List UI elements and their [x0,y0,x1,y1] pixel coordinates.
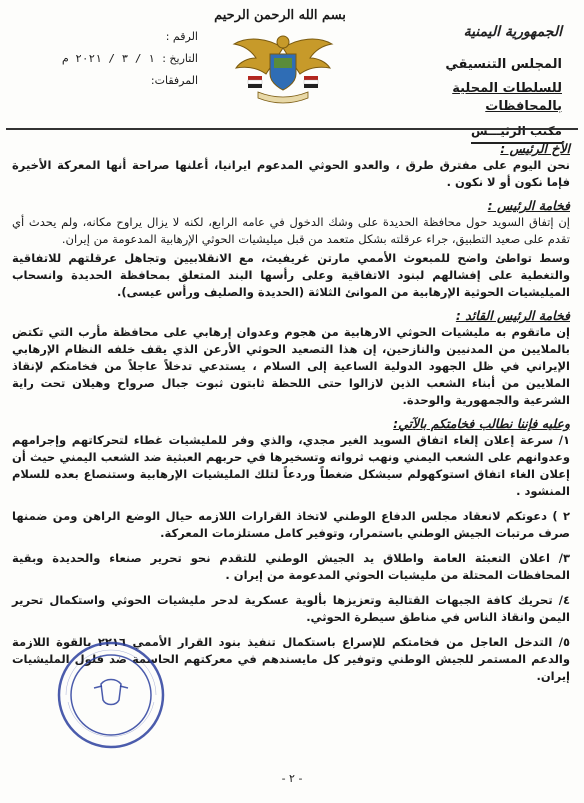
demand-item-1: ١/ سرعة إعلان إلغاء اتفاق السويد الغير مجدي، والذي وفر للمليشيات غطاء لتحركاتهم وإجرامهم وعدوانهم على الشعب اليمني ونهب ثرواته وتسخيرها في حربهم العبثية ضد الشعب اليمني حيث أن إعلان الغاء اتفاق استوكهولم سيشكل ضغطاً وردعاً لتلك المليشيات الإرهابية وستنصاع بعده للسلام المنشود . [12,433,570,498]
demands-heading: وعليه فإننا نطالب فخامتكم بالآتي: [393,416,570,431]
section-heading-3: فخامة الرئيس القائد : [455,308,570,323]
letterhead-right [392,22,562,144]
ref-row [28,26,198,48]
demand-item-2: ٢ ) دعوتكم لانعقاد مجلس الدفاع الوطني لاتخاذ القرارات اللازمه حيال الوضع الراهن ومن ضمنها صرف مرتبات الجيش الوطني باستمرار، وتوفير كامل مستلزمات المعركة. [12,509,570,540]
attachments-label: المرفقات: [150,74,198,87]
council-name: المجلس التنسيقي [445,57,562,72]
basmala: بسم الله الرحمن الرحيم [214,8,346,23]
official-stamp-icon [56,640,166,750]
paragraph-3: وسط تواطئ واضح للمبعوث الأممي مارتن غريفيث، مع الانقلابيين وتجاهل عرقلتهم للاتفاقية والتغطية على إفشالهم لبنود الاتفاقية وعلى رأسها البند المتعلق بمحافظة الحديدة وانسحاب الميليشيات الحوثية الإرهابية من الموانئ الثلاثة (الحديدة والصليف ورأس عيسى). [12,251,570,299]
page-number: - ٢ - [281,772,303,785]
section-heading-2: فخامة الرئيس : [487,198,570,213]
letterhead-left [28,26,198,92]
demand-item-3: ٣/ اعلان التعبئة العامة واطلاق يد الجيش الوطني للتقدم نحو تحرير صنعاء والحديدة وبقية المحافظات المحتلة من مليشيات الحوثي المدعومة من إيران . [12,551,570,582]
paragraph-1: نحن اليوم على مفترق طرق ، والعدو الحوثي المدعوم ايرانيا، أعلنها صراحة أنها المعركة الأخيرة فإما نكون أو لا نكون . [12,158,570,189]
demand-item-5: ٥/ التدخل العاجل من فخامتكم للإسراع باستكمال تنفيذ بنود القرار الأممي ٢٢١٦ بالقوة اللازمة والدعم المستمر للجيش الوطني وتوفير كل مايسندهم في معركتهم الحاسمة ضد فلول المليشيات إيران. [12,635,570,683]
ref-label: الرقم : [165,30,198,43]
header-divider [6,128,578,130]
date-label: التاريخ : [162,52,198,65]
national-emblem-icon [228,28,338,108]
office-name: مكتب الرئيـــس [471,122,562,144]
paragraph-4: إن ماتقوم به مليشيات الحوثي الارهابية من هجوم وعدوان إرهابي على محافظة مأرب التي تكتض بالملايين من المدنيين والنازحين، إن هذا التصعيد الحوثي الأرعن الذي يقف خلفه النظام الإرهابي الإيراني في ظل الجهود الدولية الساعية إلى السلام ، يستدعي تدخلاً عاجلاً من فخامتكم لإنقاذ الملايين من أبناء الشعب الذين لازالوا حتى اللحظة ثابتون ثبوت جبال صرواح وهيلان تحت راية الشرعية والجمهورية والوحدة. [12,325,570,407]
demand-item-4: ٤/ تحريك كافة الجبهات القتالية وتعزيزها بألوية عسكرية لدحر مليشيات الحوثي واستكمال تحرير اليمن وانقاذ الناس في مناطق سيطرة الحوثي. [12,593,570,624]
salutation-heading: الأخ الرئيس : [500,141,570,156]
date-row [28,48,198,70]
letter-body [12,140,570,685]
date-value: ١ / ٣ / ٢٠٢١ م [61,52,155,65]
attachments-row [28,70,198,92]
republic-name: الجمهورية اليمنية [463,24,562,40]
council-subtitle: للسلطات المحلية بالمحافظات [452,81,562,114]
paragraph-2: إن إتفاق السويد حول محافظة الحديدة على وشك الدخول في عامه الرابع، لكنه لا يزال يراوح مكانه، ولم يحدث أي تقدم على صعيد التطبيق، جراء عرقلته بشكل متعمد من قبل ميليشيات الحوثي الإرهابية المدعومة من إيران. [12,215,570,246]
